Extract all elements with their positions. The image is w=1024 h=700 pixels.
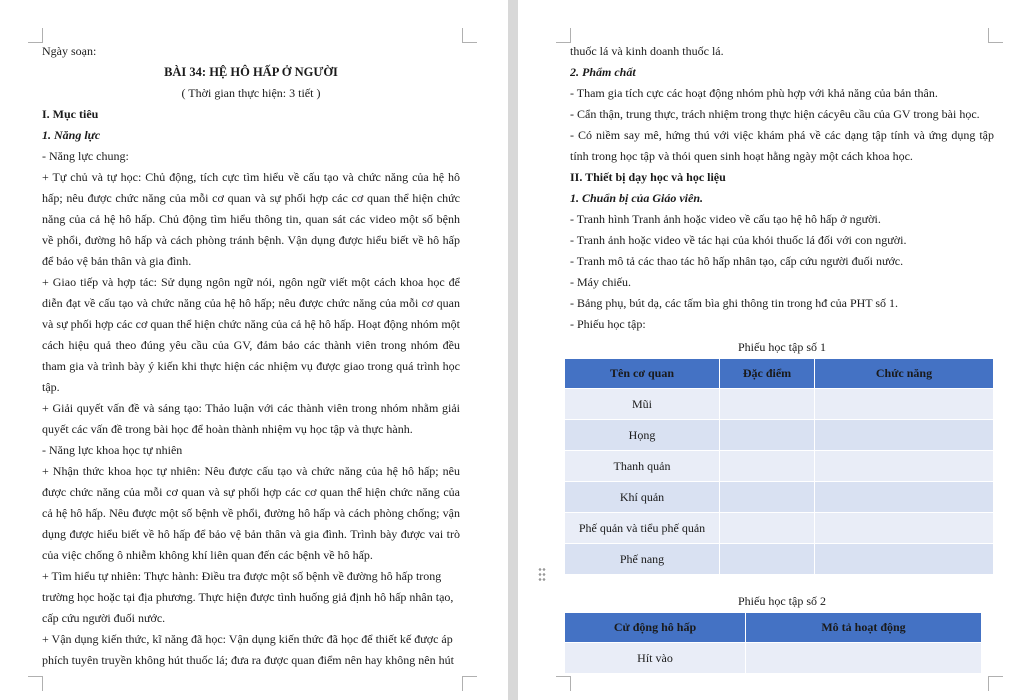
prep-item: - Bảng phụ, bút dạ, các tấm bìa ghi thông tin trong hđ của PHT số 1. (570, 296, 899, 310)
function-cell[interactable] (815, 420, 994, 451)
crop-mark (556, 676, 571, 691)
inquiry-line: trường học hoặc tại địa phương. Thực hiện được tình huống giả định hô hấp nhân tạo, (42, 590, 454, 604)
function-cell[interactable] (815, 513, 994, 544)
prep-item: - Tranh mô tả các thao tác hô hấp nhân tạo, cấp cứu người đuối nước. (570, 254, 904, 268)
lesson-duration: ( Thời gian thực hiện: 3 tiết ) (181, 86, 321, 100)
science-competence-label: - Năng lực khoa học tự nhiên (42, 443, 183, 457)
section-heading-equipment: II. Thiết bị dạy học và học liệu (570, 170, 726, 184)
subheading-teacher-prep: 1. Chuẩn bị của Giáo viên. (570, 191, 704, 205)
organ-cell[interactable]: Phế quản và tiểu phế quản (565, 513, 720, 544)
column-header: Cử động hô hấp (565, 613, 746, 643)
feature-cell[interactable] (720, 544, 815, 575)
feature-cell[interactable] (720, 451, 815, 482)
worksheet2-table[interactable] (564, 612, 982, 674)
organ-cell[interactable]: Khí quản (565, 482, 720, 513)
cognition-paragraph: + Nhận thức khoa học tự nhiên: Nêu được cấu tạo và chức năng của hệ hô hấp; nêu được chức năng của mỗi cơ quan và sự phối hợp các cơ quan thể hiện chức năng của cả hệ hô hấp. Nêu được một số bệnh về phổi, đường hô hấp và cách phòng chống; vận dụng được hiểu biết về hô hấp để bảo vệ bản thân và gia đình. Trình bày được vai trò của việc chống ô nhiễm không khí liên quan đến các bệnh về hô hấp. (42, 464, 460, 562)
page-gap (508, 0, 518, 700)
application-line: phích tuyên truyền không hút thuốc lá; đưa ra được quan điểm nên hay không nên hút (42, 653, 454, 667)
crop-mark (462, 676, 477, 691)
crop-mark (988, 676, 1003, 691)
table-row (565, 420, 994, 451)
table-row (565, 513, 994, 544)
prep-item: - Tranh ảnh hoặc video về tác hại của khói thuốc lá đối với con người. (570, 233, 907, 247)
feature-cell[interactable] (720, 420, 815, 451)
application-line: + Vận dụng kiến thức, kĩ năng đã học: Vận dụng kiến thức đã học để thiết kế được áp (42, 632, 453, 646)
table-header-row (565, 359, 994, 389)
feature-cell[interactable] (720, 482, 815, 513)
column-header: Mô tả hoạt động (746, 613, 982, 643)
function-cell[interactable] (815, 544, 994, 575)
column-header: Tên cơ quan (565, 359, 720, 389)
inquiry-line: cấp cứu người đuối nước. (42, 611, 166, 625)
self-study-paragraph: + Tự chủ và tự học: Chủ động, tích cực tìm hiểu về cấu tạo và chức năng của hệ hô hấp; nêu được chức năng của mỗi cơ quan và sự phối hợp các cơ quan thể hiện chức năng của cả hệ hô hấp. Chủ động tìm hiểu thông tin, quan sát các video một số bệnh về phổi, đường hô hấp và cách phòng tránh bệnh. Vận dụng được hiểu biết về hô hấp để bảo vệ bản thân và gia đình. (42, 170, 460, 268)
column-header: Đặc điểm (720, 359, 815, 389)
table-row (565, 389, 994, 420)
organ-cell[interactable]: Họng (565, 420, 720, 451)
feature-cell[interactable] (720, 513, 815, 544)
crop-mark (28, 676, 43, 691)
inquiry-line: + Tìm hiểu tự nhiên: Thực hành: Điều tra được một số bệnh về đường hô hấp trong (42, 569, 442, 583)
crop-mark (462, 28, 477, 43)
subheading-qualities: 2. Phẩm chất (570, 65, 636, 79)
table-row (565, 482, 994, 513)
table-row (565, 544, 994, 575)
table-header-row (565, 613, 982, 643)
prep-item: - Tranh hình Tranh ảnh hoặc video về cấu tạo hệ hô hấp ở người. (570, 212, 881, 226)
general-competence-label: - Năng lực chung: (42, 149, 129, 163)
page-right-body[interactable] (570, 41, 994, 674)
description-cell[interactable] (746, 643, 982, 674)
worksheet2-caption: Phiếu học tập số 2 (738, 594, 826, 608)
quality-item: - Cẩn thận, trung thực, trách nhiệm trong thực hiện cácyêu cầu của GV trong bài học. (570, 107, 980, 121)
function-cell[interactable] (815, 451, 994, 482)
crop-mark (28, 28, 43, 43)
organ-cell[interactable]: Mũi (565, 389, 720, 420)
table-move-handle[interactable] (538, 567, 546, 583)
continuation-line: thuốc lá và kinh doanh thuốc lá. (570, 44, 724, 58)
lesson-title: BÀI 34: HỆ HÔ HẤP Ở NGƯỜI (164, 65, 338, 79)
section-heading-objectives: I. Mục tiêu (42, 107, 99, 121)
table-row (565, 643, 982, 674)
column-header: Chức năng (815, 359, 994, 389)
function-cell[interactable] (815, 482, 994, 513)
prep-item: - Phiếu học tập: (570, 317, 646, 331)
quality-item: - Tham gia tích cực các hoạt động nhóm phù hợp với khả năng của bản thân. (570, 86, 938, 100)
communication-paragraph: + Giao tiếp và hợp tác: Sử dụng ngôn ngữ nói, ngôn ngữ viết một cách khoa học để diễn đạt về cấu tạo và chức năng của hệ hô hấp; nêu được chức năng của mỗi cơ quan và sự phối hợp các cơ quan thể hiện chức năng của cả hệ hô hấp. Hoạt động nhóm một cách hiệu quả theo đúng yêu cầu của GV, đảm bảo các thành viên trong nhóm đều tham gia và trình bày ý kiến khi thực hiện các nhiệm vụ được giao trong quá trình học tập. (42, 275, 460, 394)
worksheet1-caption: Phiếu học tập số 1 (738, 340, 826, 354)
page-left-body[interactable] (42, 41, 460, 671)
subheading-competence: 1. Năng lực (42, 128, 101, 142)
organ-cell[interactable]: Thanh quản (565, 451, 720, 482)
quality-item: - Có niềm say mê, hứng thú với việc khám phá về các dạng tập tính và ứng dụng tập tính trong học tập và thói quen sinh hoạt hằng ngày một cách khoa học. (570, 128, 994, 163)
problem-solving-paragraph: + Giải quyết vấn đề và sáng tạo: Thảo luận với các thành viên trong nhóm nhằm giải quyết các vấn đề trong bài học để hoàn thành nhiệm vụ học tập và thực hành. (42, 401, 460, 436)
table-row (565, 451, 994, 482)
document-page-left[interactable] (0, 0, 508, 700)
document-page-right[interactable] (518, 0, 1024, 700)
crop-mark (556, 28, 571, 43)
date-label: Ngày soạn: (42, 44, 97, 58)
organ-cell[interactable]: Phế nang (565, 544, 720, 575)
feature-cell[interactable] (720, 389, 815, 420)
prep-item: - Máy chiếu. (570, 275, 631, 289)
worksheet1-table[interactable] (564, 358, 994, 575)
movement-cell[interactable]: Hít vào (565, 643, 746, 674)
function-cell[interactable] (815, 389, 994, 420)
